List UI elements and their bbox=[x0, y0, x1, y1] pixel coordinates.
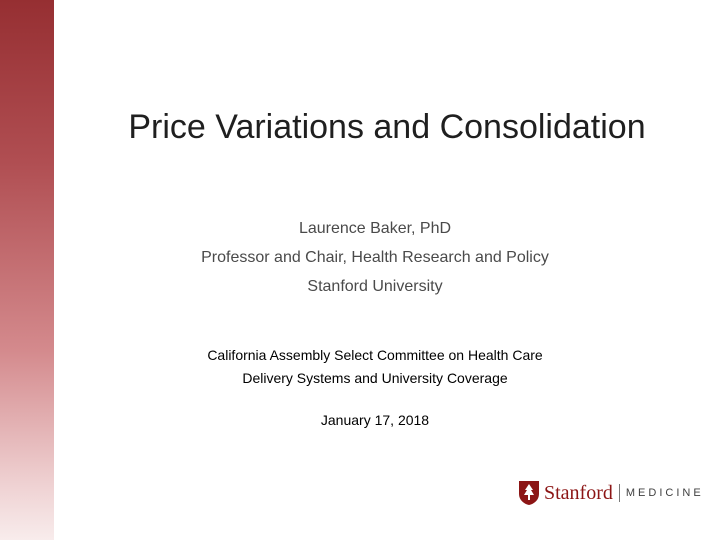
event-line-2: Delivery Systems and University Coverage bbox=[242, 370, 508, 386]
presenter-name: Laurence Baker, PhD bbox=[298, 220, 452, 237]
presenter-position: Professor and Chair, Health Research and Policy bbox=[201, 249, 549, 266]
logo-subtitle: MEDICINE bbox=[625, 487, 704, 499]
logo-wordmark: Stanford bbox=[544, 481, 613, 504]
presentation-date: January 17, 2018 bbox=[320, 412, 430, 428]
logo-divider bbox=[619, 484, 620, 502]
decorative-side-bar bbox=[0, 0, 54, 540]
presenter-block bbox=[54, 214, 696, 301]
stanford-tree-shield-icon bbox=[518, 480, 540, 506]
stanford-medicine-logo bbox=[518, 478, 704, 508]
event-block bbox=[54, 344, 696, 390]
presenter-institution: Stanford University bbox=[307, 278, 443, 295]
slide-title: Price Variations and Consolidation bbox=[128, 108, 646, 146]
event-line-1: California Assembly Select Committee on Health Care bbox=[207, 347, 543, 363]
